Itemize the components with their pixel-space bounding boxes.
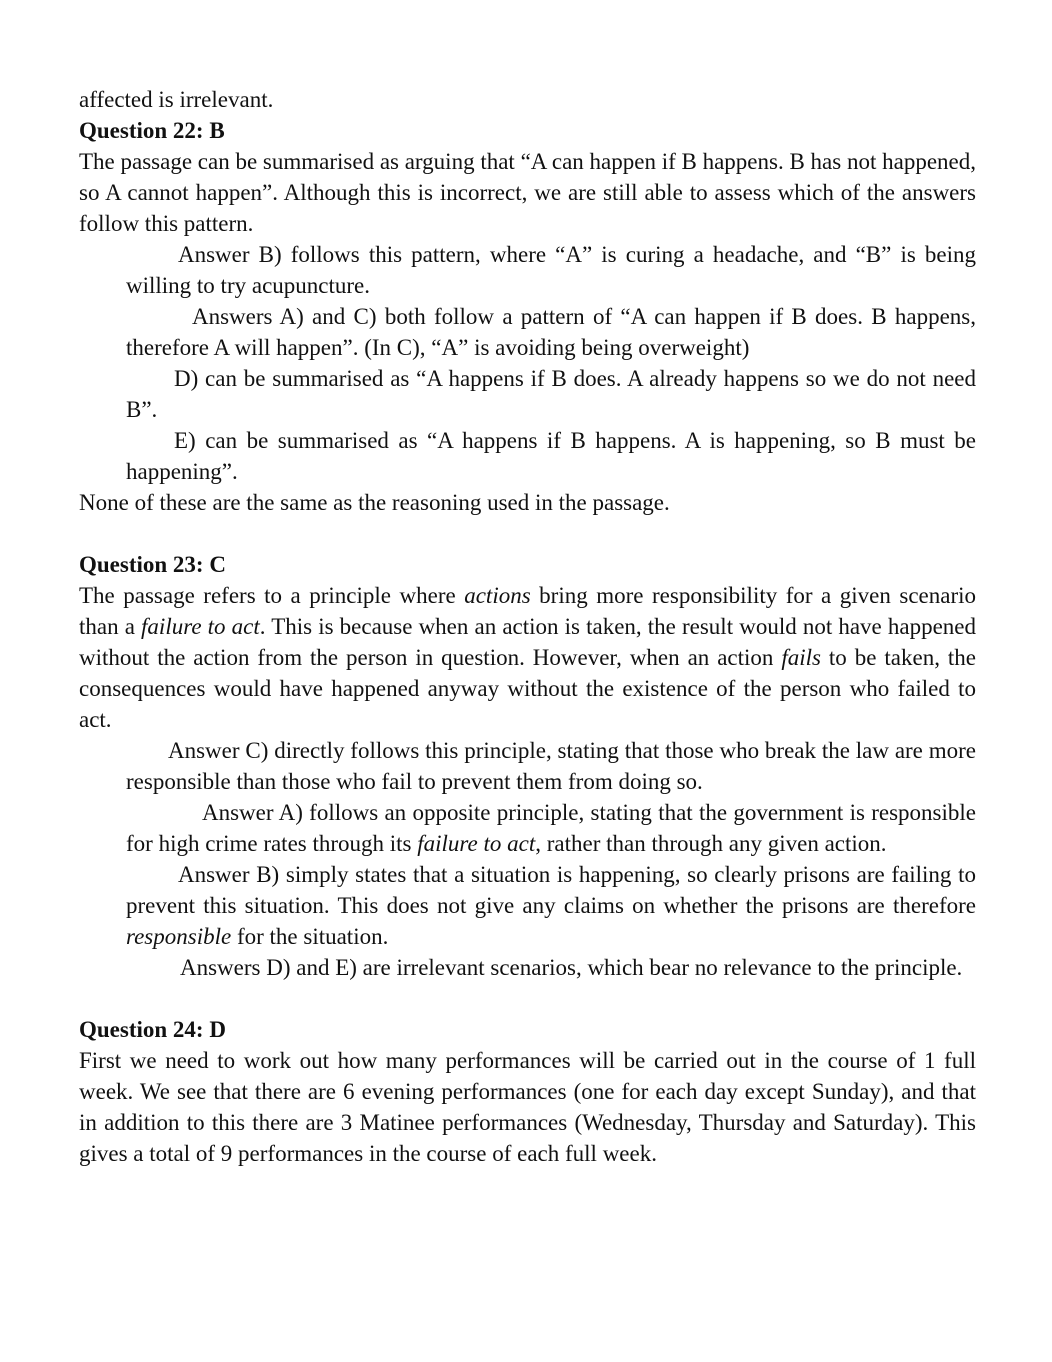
q22-intro: The passage can be summarised as arguing that “A can happen if B happens. B has not happened, so A cannot happen”. Although this is incorrect, we are still able to assess which of the answers follow this pattern. <box>79 149 976 236</box>
question-22-heading: Question 22: B <box>79 118 225 143</box>
q22-answer-b: Answer B) follows this pattern, where “A” is curing a headache, and “B” is being willing to try acupuncture. <box>126 242 976 298</box>
q22-answers-a-c: Answers A) and C) both follow a pattern of “A can happen if B does. B happens, therefore A will happen”. (In C), “A” is avoiding being overweight) <box>126 304 976 360</box>
q24-intro: First we need to work out how many performances will be carried out in the course of 1 full week. We see that there are 6 evening performances (one for each day except Sunday), and that in addition to this there are 3 Matinee performances (Wednesday, Thursday and Saturday). This gives a total of 9 performances in the course of each full week. <box>79 1048 976 1166</box>
emphasis-failure-to-act: failure to act <box>141 614 260 639</box>
emphasis-actions: actions <box>464 583 531 608</box>
section-gap <box>79 983 976 1014</box>
emphasis-responsible: responsible <box>126 924 232 949</box>
q23-intro: The passage refers to a principle where actions bring more responsibility for a given scenario than a failure to act. This is because when an action is taken, the result would not have happened without the action from the person in question. However, when an action fails to be taken, the consequences would have happened anyway without the existence of the person who failed to act. <box>79 583 976 732</box>
question-24-heading: Question 24: D <box>79 1017 226 1042</box>
section-gap <box>79 518 976 549</box>
q23-answer-a: Answer A) follows an opposite principle, stating that the government is responsible for high crime rates through its failure to act, rather than through any given action. <box>126 800 976 856</box>
q23-answers-d-e: Answers D) and E) are irrelevant scenarios, which bear no relevance to the principle. <box>180 955 963 980</box>
q23-answer-b: Answer B) simply states that a situation is happening, so clearly prisons are failing to prevent this situation. This does not give any claims on whether the prisons are therefore responsible for the situation. <box>126 862 976 949</box>
question-23-heading: Question 23: C <box>79 552 226 577</box>
q22-conclusion: None of these are the same as the reasoning used in the passage. <box>79 490 670 515</box>
emphasis-fails: fails <box>781 645 821 670</box>
emphasis-failure-to-act: failure to act <box>417 831 536 856</box>
q22-answer-e: E) can be summarised as “A happens if B happens. A is happening, so B must be happening”. <box>126 428 976 484</box>
q22-answer-d: D) can be summarised as “A happens if B does. A already happens so we do not need B”. <box>126 366 976 422</box>
q23-answer-c: Answer C) directly follows this principle, stating that those who break the law are more responsible than those who fail to prevent them from doing so. <box>126 738 976 794</box>
intro-line: affected is irrelevant. <box>79 87 274 112</box>
